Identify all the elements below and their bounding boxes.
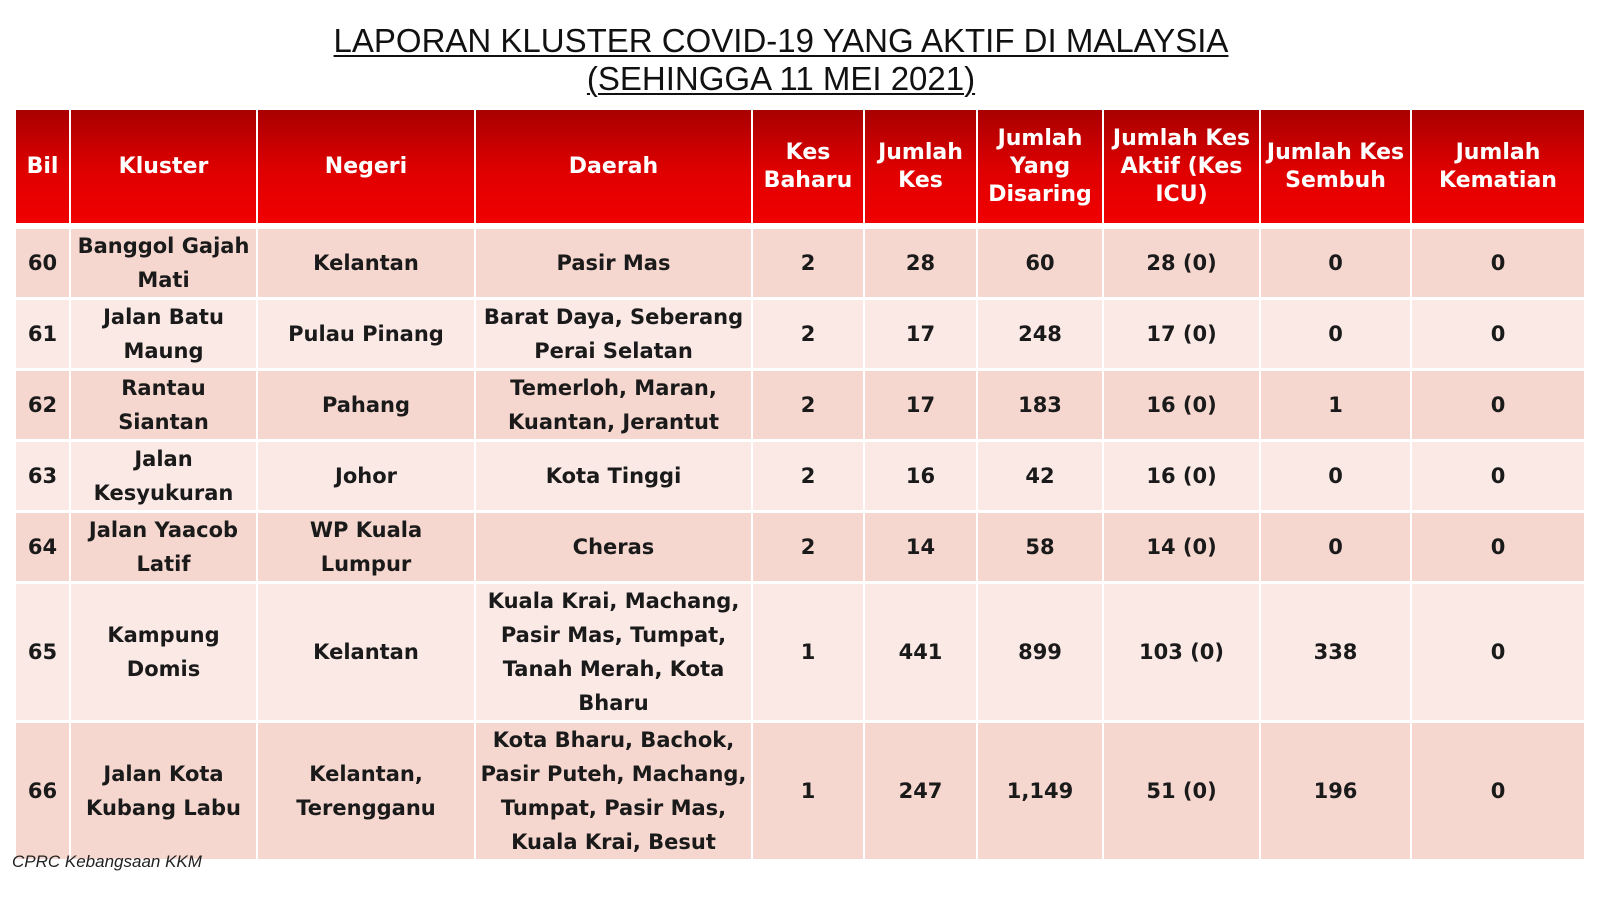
- cell-kluster: Jalan Kesyukuran: [70, 441, 257, 512]
- cell-kluster: Jalan Yaacob Latif: [70, 512, 257, 583]
- cell-disaring: 1,149: [977, 722, 1103, 861]
- cell-jumlah-kes: 17: [864, 370, 977, 441]
- cell-kematian: 0: [1411, 226, 1584, 299]
- cell-kes-aktif: 16 (0): [1103, 441, 1260, 512]
- report-title: [0, 22, 1562, 98]
- cluster-table: [16, 110, 1584, 862]
- cell-bil: 64: [16, 512, 70, 583]
- cell-bil: 61: [16, 299, 70, 370]
- header-kluster: Kluster: [70, 110, 257, 226]
- source-footer: CPRC Kebangsaan KKM: [12, 852, 202, 871]
- cell-jumlah-kes: 17: [864, 299, 977, 370]
- cell-negeri: Pahang: [257, 370, 475, 441]
- header-kematian: Jumlah Kematian: [1411, 110, 1584, 226]
- title-line-1: LAPORAN KLUSTER COVID-19 YANG AKTIF DI MALAYSIA: [333, 22, 1229, 59]
- header-kes-aktif: Jumlah Kes Aktif (Kes ICU): [1103, 110, 1260, 226]
- cell-negeri: Kelantan, Terengganu: [257, 722, 475, 861]
- cell-negeri: Kelantan: [257, 226, 475, 299]
- cell-bil: 63: [16, 441, 70, 512]
- cell-sembuh: 196: [1260, 722, 1411, 861]
- cell-kluster: Jalan Kota Kubang Labu: [70, 722, 257, 861]
- table-row: [16, 226, 1584, 299]
- cell-kes-baharu: 2: [752, 370, 864, 441]
- cell-sembuh: 1: [1260, 370, 1411, 441]
- cell-negeri: Johor: [257, 441, 475, 512]
- table-row: [16, 299, 1584, 370]
- table-row: [16, 512, 1584, 583]
- header-kes-sembuh: Jumlah Kes Sembuh: [1260, 110, 1411, 226]
- cell-kes-aktif: 103 (0): [1103, 583, 1260, 722]
- cell-kematian: 0: [1411, 441, 1584, 512]
- header-bil: Bil: [16, 110, 70, 226]
- cell-kluster: Rantau Siantan: [70, 370, 257, 441]
- cell-jumlah-kes: 16: [864, 441, 977, 512]
- cell-kes-baharu: 1: [752, 583, 864, 722]
- cell-sembuh: 0: [1260, 512, 1411, 583]
- header-negeri: Negeri: [257, 110, 475, 226]
- cell-kes-baharu: 2: [752, 512, 864, 583]
- cell-daerah: Kuala Krai, Machang, Pasir Mas, Tumpat, Tanah Merah, Kota Bharu: [475, 583, 752, 722]
- cell-sembuh: 338: [1260, 583, 1411, 722]
- cell-jumlah-kes: 247: [864, 722, 977, 861]
- title-line-2: (SEHINGGA 11 MEI 2021): [586, 60, 976, 97]
- cell-kes-baharu: 2: [752, 226, 864, 299]
- cell-negeri: Pulau Pinang: [257, 299, 475, 370]
- cell-kematian: 0: [1411, 583, 1584, 722]
- cell-daerah: Temerloh, Maran, Kuantan, Jerantut: [475, 370, 752, 441]
- header-jumlah-kes: Jumlah Kes: [864, 110, 977, 226]
- cell-kluster: Banggol Gajah Mati: [70, 226, 257, 299]
- cell-kes-baharu: 1: [752, 722, 864, 861]
- cell-sembuh: 0: [1260, 299, 1411, 370]
- cell-bil: 60: [16, 226, 70, 299]
- cell-jumlah-kes: 441: [864, 583, 977, 722]
- cell-daerah: Barat Daya, Seberang Perai Selatan: [475, 299, 752, 370]
- cell-kluster: Kampung Domis: [70, 583, 257, 722]
- cell-daerah: Pasir Mas: [475, 226, 752, 299]
- header-row: [16, 110, 1584, 226]
- cell-kes-aktif: 16 (0): [1103, 370, 1260, 441]
- cell-kematian: 0: [1411, 299, 1584, 370]
- header-kes-baharu: Kes Baharu: [752, 110, 864, 226]
- cell-negeri: Kelantan: [257, 583, 475, 722]
- cell-kes-aktif: 17 (0): [1103, 299, 1260, 370]
- cell-sembuh: 0: [1260, 441, 1411, 512]
- cell-kluster: Jalan Batu Maung: [70, 299, 257, 370]
- cell-disaring: 248: [977, 299, 1103, 370]
- cell-disaring: 183: [977, 370, 1103, 441]
- cell-kematian: 0: [1411, 722, 1584, 861]
- cell-daerah: Kota Tinggi: [475, 441, 752, 512]
- cell-sembuh: 0: [1260, 226, 1411, 299]
- table-row: [16, 722, 1584, 861]
- cell-bil: 66: [16, 722, 70, 861]
- cell-bil: 62: [16, 370, 70, 441]
- cell-daerah: Kota Bharu, Bachok, Pasir Puteh, Machang, Tumpat, Pasir Mas, Kuala Krai, Besut: [475, 722, 752, 861]
- table-row: [16, 441, 1584, 512]
- cell-disaring: 899: [977, 583, 1103, 722]
- cell-kes-baharu: 2: [752, 441, 864, 512]
- header-daerah: Daerah: [475, 110, 752, 226]
- cell-disaring: 58: [977, 512, 1103, 583]
- cell-jumlah-kes: 14: [864, 512, 977, 583]
- cell-daerah: Cheras: [475, 512, 752, 583]
- cell-kes-aktif: 51 (0): [1103, 722, 1260, 861]
- cell-kes-aktif: 28 (0): [1103, 226, 1260, 299]
- cell-disaring: 60: [977, 226, 1103, 299]
- cell-jumlah-kes: 28: [864, 226, 977, 299]
- cell-disaring: 42: [977, 441, 1103, 512]
- cell-kematian: 0: [1411, 370, 1584, 441]
- cell-kematian: 0: [1411, 512, 1584, 583]
- cell-kes-aktif: 14 (0): [1103, 512, 1260, 583]
- cell-bil: 65: [16, 583, 70, 722]
- table-row: [16, 370, 1584, 441]
- table-row: [16, 583, 1584, 722]
- cell-negeri: WP Kuala Lumpur: [257, 512, 475, 583]
- cell-kes-baharu: 2: [752, 299, 864, 370]
- header-jumlah-disaring: Jumlah Yang Disaring: [977, 110, 1103, 226]
